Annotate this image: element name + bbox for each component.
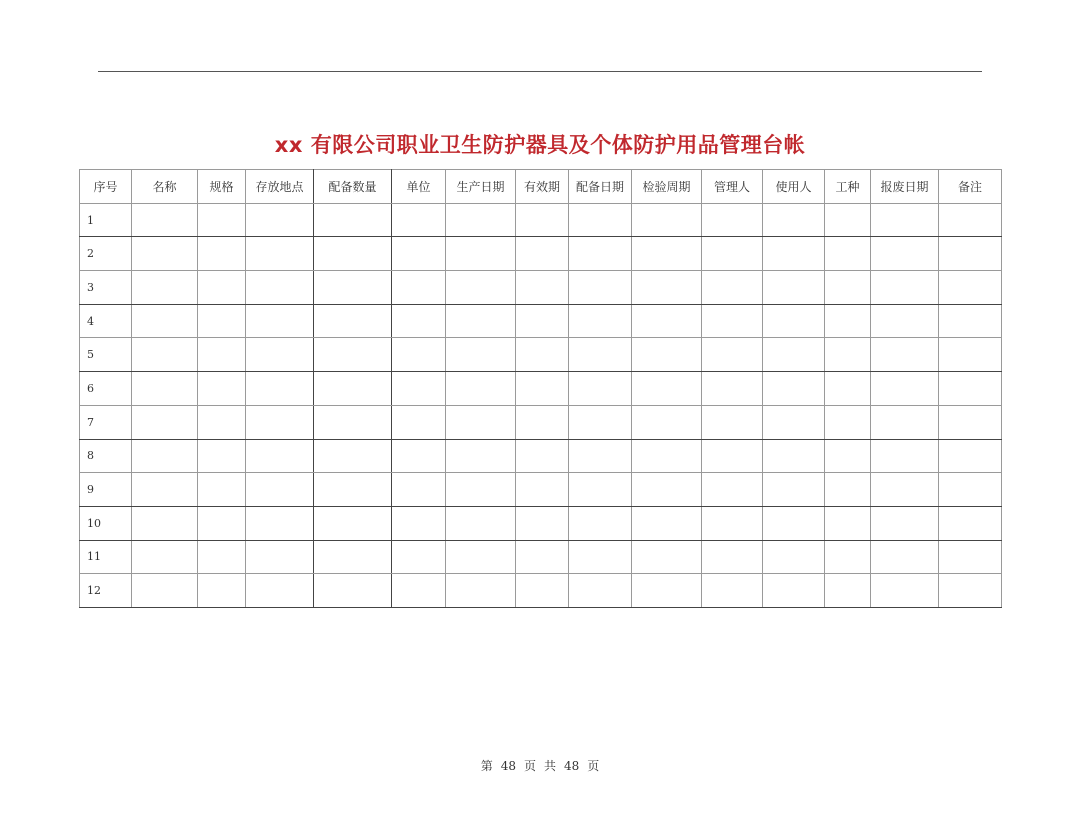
table-cell <box>198 506 246 540</box>
table-cell <box>392 574 446 608</box>
table-cell <box>446 372 516 406</box>
row-serial-number: 1 <box>80 203 132 237</box>
table-cell <box>246 304 314 338</box>
column-header-job-type: 工种 <box>825 170 871 204</box>
table-cell <box>763 473 825 507</box>
table-cell <box>871 271 939 305</box>
table-cell <box>132 473 198 507</box>
table-cell <box>702 405 763 439</box>
table-cell <box>198 203 246 237</box>
table-cell <box>939 439 1002 473</box>
table-cell <box>871 372 939 406</box>
table-cell <box>132 439 198 473</box>
table-cell <box>569 506 632 540</box>
column-header-serial: 序号 <box>80 170 132 204</box>
table-cell <box>132 574 198 608</box>
table-cell <box>632 439 702 473</box>
table-cell <box>569 203 632 237</box>
table-cell <box>939 203 1002 237</box>
column-header-scrap-date: 报废日期 <box>871 170 939 204</box>
table-cell <box>392 405 446 439</box>
table-cell <box>825 540 871 574</box>
table-cell <box>871 506 939 540</box>
table-cell <box>871 405 939 439</box>
table-cell <box>939 540 1002 574</box>
table-row <box>80 271 1002 305</box>
table-cell <box>569 271 632 305</box>
table-cell <box>132 540 198 574</box>
table-cell <box>198 574 246 608</box>
table-row <box>80 506 1002 540</box>
table-cell <box>516 237 569 271</box>
table-row <box>80 203 1002 237</box>
column-header-quantity: 配备数量 <box>314 170 392 204</box>
footer-current-page: 48 <box>500 759 516 773</box>
table-cell <box>314 540 392 574</box>
table-cell <box>198 439 246 473</box>
table-cell <box>569 540 632 574</box>
table-cell <box>246 271 314 305</box>
table-row <box>80 304 1002 338</box>
row-serial-number: 10 <box>80 506 132 540</box>
table-cell <box>569 439 632 473</box>
table-cell <box>246 203 314 237</box>
table-cell <box>392 203 446 237</box>
table-cell <box>246 439 314 473</box>
table-cell <box>939 271 1002 305</box>
table-cell <box>446 237 516 271</box>
table-cell <box>246 405 314 439</box>
table-cell <box>392 473 446 507</box>
table-cell <box>516 304 569 338</box>
table-cell <box>198 304 246 338</box>
table-cell <box>871 540 939 574</box>
table-cell <box>871 473 939 507</box>
table-row <box>80 405 1002 439</box>
table-cell <box>446 506 516 540</box>
table-cell <box>446 203 516 237</box>
table-cell <box>516 439 569 473</box>
table-cell <box>939 304 1002 338</box>
footer-prefix: 第 <box>480 759 493 773</box>
table-cell <box>516 338 569 372</box>
table-cell <box>132 405 198 439</box>
table-cell <box>763 506 825 540</box>
table-cell <box>702 304 763 338</box>
row-serial-number: 11 <box>80 540 132 574</box>
table-cell <box>569 473 632 507</box>
table-cell <box>763 237 825 271</box>
table-cell <box>246 372 314 406</box>
table-cell <box>446 473 516 507</box>
table-cell <box>939 405 1002 439</box>
table-cell <box>314 338 392 372</box>
row-serial-number: 9 <box>80 473 132 507</box>
table-cell <box>569 237 632 271</box>
table-cell <box>314 304 392 338</box>
header-row <box>80 170 1002 204</box>
table-cell <box>516 506 569 540</box>
table-cell <box>702 237 763 271</box>
table-cell <box>246 540 314 574</box>
table-cell <box>825 203 871 237</box>
column-header-issue-date: 配备日期 <box>569 170 632 204</box>
table-cell <box>825 237 871 271</box>
page-footer <box>0 757 1080 774</box>
table-cell <box>763 304 825 338</box>
table-cell <box>702 338 763 372</box>
table-cell <box>516 203 569 237</box>
table-cell <box>632 473 702 507</box>
table-cell <box>632 271 702 305</box>
table-cell <box>446 304 516 338</box>
table-cell <box>702 271 763 305</box>
table-cell <box>132 304 198 338</box>
table-cell <box>198 540 246 574</box>
table-cell <box>314 506 392 540</box>
table-cell <box>446 439 516 473</box>
footer-total-word: 共 <box>544 759 557 773</box>
table-cell <box>702 439 763 473</box>
table-cell <box>825 574 871 608</box>
row-serial-number: 3 <box>80 271 132 305</box>
table-cell <box>132 338 198 372</box>
table-cell <box>939 574 1002 608</box>
table-cell <box>314 203 392 237</box>
table-row <box>80 439 1002 473</box>
table-cell <box>314 237 392 271</box>
table-cell <box>314 574 392 608</box>
table-cell <box>516 540 569 574</box>
table-cell <box>632 203 702 237</box>
table-cell <box>314 473 392 507</box>
table-cell <box>392 237 446 271</box>
table-row <box>80 338 1002 372</box>
table-cell <box>132 506 198 540</box>
table-cell <box>763 405 825 439</box>
table-cell <box>763 372 825 406</box>
table-cell <box>871 304 939 338</box>
table-cell <box>569 338 632 372</box>
table-cell <box>825 506 871 540</box>
table-cell <box>763 574 825 608</box>
column-header-name: 名称 <box>132 170 198 204</box>
table-cell <box>392 304 446 338</box>
table-cell <box>569 405 632 439</box>
table-cell <box>132 203 198 237</box>
table-cell <box>314 271 392 305</box>
table-cell <box>198 473 246 507</box>
table-cell <box>825 304 871 338</box>
table-cell <box>198 271 246 305</box>
table-cell <box>702 506 763 540</box>
table-cell <box>246 473 314 507</box>
row-serial-number: 6 <box>80 372 132 406</box>
row-serial-number: 4 <box>80 304 132 338</box>
table-row <box>80 540 1002 574</box>
table-cell <box>392 439 446 473</box>
table-cell <box>939 506 1002 540</box>
table-cell <box>392 372 446 406</box>
table-row <box>80 372 1002 406</box>
table-cell <box>569 372 632 406</box>
table-cell <box>871 203 939 237</box>
table-cell <box>314 405 392 439</box>
table-cell <box>763 540 825 574</box>
table-cell <box>516 372 569 406</box>
table-cell <box>314 439 392 473</box>
table-cell <box>702 574 763 608</box>
table-cell <box>632 540 702 574</box>
table-cell <box>392 506 446 540</box>
column-header-inspection-cycle: 检验周期 <box>632 170 702 204</box>
column-header-remarks: 备注 <box>939 170 1002 204</box>
table-cell <box>632 304 702 338</box>
table-row <box>80 574 1002 608</box>
table-cell <box>632 574 702 608</box>
table-cell <box>632 506 702 540</box>
row-serial-number: 8 <box>80 439 132 473</box>
table-row <box>80 473 1002 507</box>
table-cell <box>632 372 702 406</box>
table-cell <box>939 372 1002 406</box>
table-cell <box>392 540 446 574</box>
table-cell <box>392 271 446 305</box>
table-cell <box>246 574 314 608</box>
table-cell <box>763 439 825 473</box>
table-cell <box>632 338 702 372</box>
table-cell <box>516 574 569 608</box>
table-cell <box>132 372 198 406</box>
table-cell <box>702 203 763 237</box>
table-cell <box>763 271 825 305</box>
document-title: xx 有限公司职业卫生防护器具及个体防护用品管理台帐 <box>274 133 806 157</box>
table-cell <box>246 338 314 372</box>
table-cell <box>446 271 516 305</box>
table-cell <box>446 338 516 372</box>
column-header-production-date: 生产日期 <box>446 170 516 204</box>
table-cell <box>569 304 632 338</box>
table-cell <box>198 338 246 372</box>
column-header-user: 使用人 <box>763 170 825 204</box>
table-cell <box>314 372 392 406</box>
table-cell <box>702 372 763 406</box>
row-serial-number: 7 <box>80 405 132 439</box>
table-cell <box>132 237 198 271</box>
column-header-validity: 有效期 <box>516 170 569 204</box>
table-cell <box>939 473 1002 507</box>
table-cell <box>871 574 939 608</box>
header-rule <box>98 71 982 72</box>
table-cell <box>569 574 632 608</box>
table-cell <box>825 439 871 473</box>
table-cell <box>825 473 871 507</box>
column-header-storage-location: 存放地点 <box>246 170 314 204</box>
table-cell <box>702 540 763 574</box>
table-cell <box>825 372 871 406</box>
table-cell <box>246 237 314 271</box>
table-cell <box>132 271 198 305</box>
table-cell <box>632 237 702 271</box>
row-serial-number: 5 <box>80 338 132 372</box>
column-header-spec: 规格 <box>198 170 246 204</box>
table-cell <box>446 574 516 608</box>
column-header-unit: 单位 <box>392 170 446 204</box>
table-cell <box>446 540 516 574</box>
table-cell <box>198 237 246 271</box>
table-cell <box>446 405 516 439</box>
table-cell <box>763 338 825 372</box>
table-cell <box>198 405 246 439</box>
row-serial-number: 12 <box>80 574 132 608</box>
table-cell <box>825 338 871 372</box>
table-cell <box>246 506 314 540</box>
table-cell <box>516 405 569 439</box>
table-cell <box>825 405 871 439</box>
table-cell <box>516 271 569 305</box>
table-row <box>80 237 1002 271</box>
footer-page-word: 页 <box>523 759 536 773</box>
table-cell <box>871 237 939 271</box>
table-cell <box>939 237 1002 271</box>
row-serial-number: 2 <box>80 237 132 271</box>
table-cell <box>392 338 446 372</box>
table-cell <box>632 405 702 439</box>
footer-suffix: 页 <box>587 759 600 773</box>
table-cell <box>702 473 763 507</box>
table-cell <box>198 372 246 406</box>
table-cell <box>763 203 825 237</box>
ledger-table <box>79 169 1002 608</box>
table-cell <box>939 338 1002 372</box>
table-cell <box>871 439 939 473</box>
table-cell <box>825 271 871 305</box>
footer-total-pages: 48 <box>564 759 580 773</box>
table-cell <box>516 473 569 507</box>
column-header-manager: 管理人 <box>702 170 763 204</box>
table-cell <box>871 338 939 372</box>
